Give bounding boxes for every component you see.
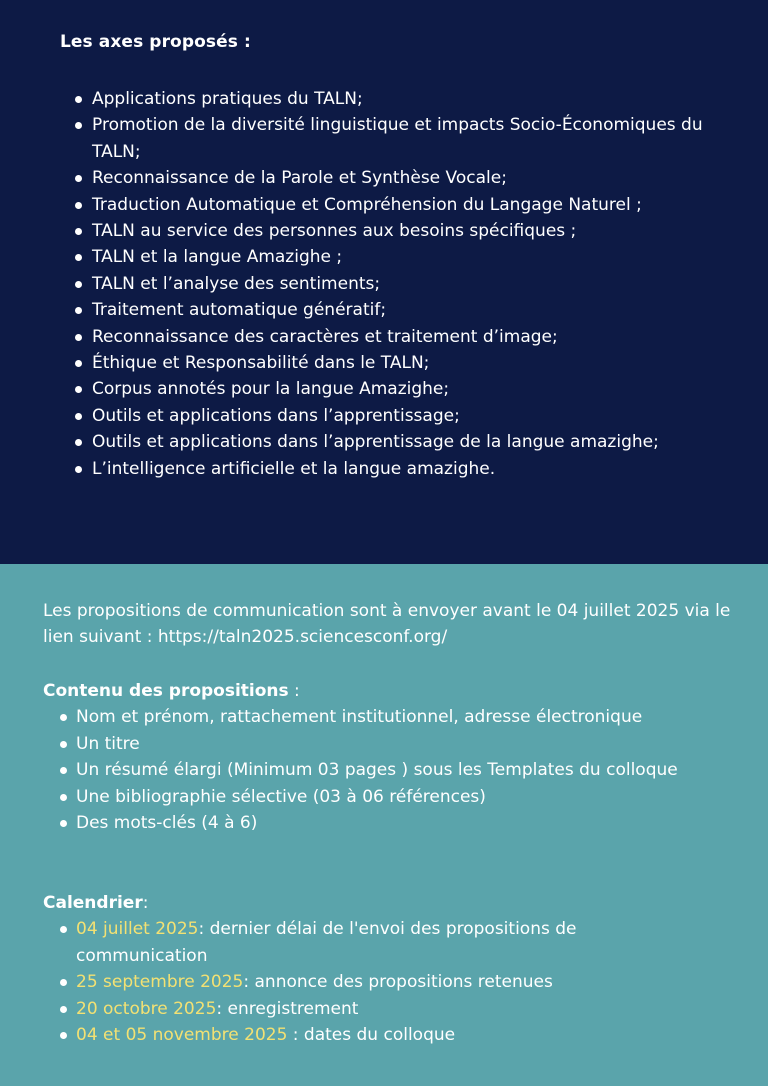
list-item: Corpus annotés pour la langue Amazighe; xyxy=(74,376,754,402)
list-item: Un résumé élargi (Minimum 03 pages ) sous les Templates du colloque xyxy=(59,757,749,784)
list-item: Éthique et Responsabilité dans le TALN; xyxy=(74,350,754,376)
list-item: Applications pratiques du TALN; xyxy=(74,86,754,112)
calendrier-heading xyxy=(43,890,148,916)
calendar-item xyxy=(59,1022,619,1049)
calendar-date: 04 juillet 2025 xyxy=(76,919,199,939)
contenu-list xyxy=(59,704,749,837)
contenu-heading-suffix: : xyxy=(288,681,300,701)
list-item: Traitement automatique génératif; xyxy=(74,297,754,323)
calendar-text: : dates du colloque xyxy=(287,1025,456,1045)
calendar-date: 20 octobre 2025 xyxy=(76,998,217,1019)
list-item: Outils et applications dans l’apprentissage de la langue amazighe; xyxy=(74,429,754,455)
calendar-date: 04 et 05 novembre 2025 xyxy=(76,1025,288,1045)
list-item: Nom et prénom, rattachement institutionnel, adresse électronique xyxy=(59,704,749,731)
axes-list xyxy=(74,86,754,482)
calendar-text: : dernier délai de l'envoi des propositions de communication xyxy=(76,919,577,966)
list-item: Outils et applications dans l’apprentissage; xyxy=(74,403,754,429)
list-item: TALN et la langue Amazighe ; xyxy=(74,244,754,270)
contenu-heading xyxy=(43,678,300,704)
list-item: Traduction Automatique et Compréhension du Langage Naturel ; xyxy=(74,192,754,218)
list-item: TALN au service des personnes aux besoins spécifiques ; xyxy=(74,218,754,244)
list-item: Une bibliographie sélective (03 à 06 références) xyxy=(59,784,749,811)
calendrier-list xyxy=(59,916,619,1049)
calendar-text: : enregistrement xyxy=(216,998,359,1019)
list-item: Un titre xyxy=(59,731,749,758)
calendar-item xyxy=(59,916,619,969)
list-item: Promotion de la diversité linguistique et impacts Socio-Économiques du TALN; xyxy=(74,112,754,165)
calendar-item xyxy=(59,969,619,996)
list-item: L’intelligence artificielle et la langue amazighe. xyxy=(74,456,754,482)
calendrier-heading-label: Calendrier xyxy=(43,893,143,913)
calendar-item xyxy=(59,996,619,1023)
axes-title: Les axes proposés : xyxy=(60,32,251,52)
list-item: Des mots-clés (4 à 6) xyxy=(59,810,749,837)
calendar-date: 25 septembre 2025 xyxy=(76,972,244,992)
calendar-text: : annonce des propositions retenues xyxy=(243,972,553,992)
list-item: TALN et l’analyse des sentiments; xyxy=(74,271,754,297)
contenu-heading-label: Contenu des propositions xyxy=(43,681,289,701)
submission-text: Les propositions de communication sont à envoyer avant le 04 juillet 2025 via le lien suivant : https://taln2025.sciencesconf.org/ xyxy=(43,601,731,647)
list-item: Reconnaissance des caractères et traitement d’image; xyxy=(74,324,754,350)
calendrier-heading-suffix: : xyxy=(142,893,149,913)
list-item: Reconnaissance de la Parole et Synthèse Vocale; xyxy=(74,165,754,191)
